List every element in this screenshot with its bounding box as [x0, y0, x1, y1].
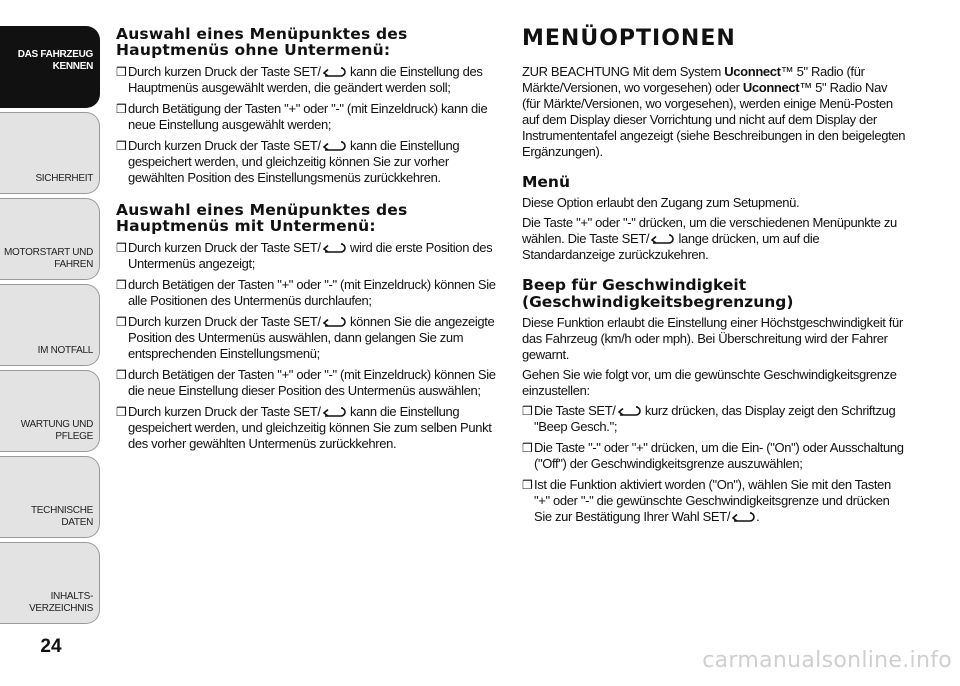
list-item — [116, 240, 500, 272]
tab-motorstart-und-fahren[interactable] — [0, 198, 100, 280]
subheading-menu: Menü — [522, 173, 571, 191]
text-run: lange drücken, um auf die Standardanzeige zurückzukehren. — [522, 231, 820, 262]
item-text: Durch kurzen Druck der Taste SET/ — [128, 404, 321, 419]
heading-line: Auswahl eines Menüpunktes des — [116, 25, 408, 43]
section-heading — [116, 26, 500, 58]
tab-label: MOTORSTART UND FAHREN — [4, 247, 93, 270]
text-run: ZUR BEACHTUNG Mit dem System — [522, 64, 725, 79]
checkbox-bullet-icon: ❒ — [116, 139, 127, 153]
paragraph: Diese Option erlaubt den Zugang zum Setupmenü. — [522, 195, 800, 210]
text-run: Die Taste "+" oder "-" drücken, um die verschiedenen Menüpunkte zu wählen. Die Taste SET/ — [522, 215, 897, 246]
tab-sicherheit[interactable] — [0, 112, 100, 194]
right-column — [522, 26, 906, 530]
list-item — [116, 404, 500, 452]
watermark: carmanualsonline.info — [702, 648, 952, 673]
left-column — [116, 26, 500, 457]
item-text: . — [756, 509, 760, 524]
tab-label: SICHERHEIT — [35, 173, 93, 184]
item-text: Ist die Funktion aktiviert worden ("On"), wählen Sie mit den Tasten "+" oder "-" die gewünschte Geschwindigkeitsgrenze und drücken Sie zur Bestätigung Ihrer Wahl SET/ — [534, 477, 891, 524]
section-heading — [116, 202, 500, 234]
tab-label: DAS FAHRZEUG KENNEN — [17, 49, 93, 72]
checkbox-bullet-icon: ❒ — [116, 102, 127, 116]
checkbox-bullet-icon: ❒ — [116, 65, 127, 79]
chapter-sidebar — [0, 26, 100, 628]
return-arrow-icon — [321, 317, 347, 327]
return-arrow-icon — [730, 512, 756, 522]
list-item — [116, 367, 500, 399]
checkbox-bullet-icon: ❒ — [116, 405, 127, 419]
tab-technische-daten[interactable] — [0, 456, 100, 538]
list-item — [116, 101, 500, 133]
tab-label: IM NOTFALL — [37, 345, 93, 356]
tab-label: INHALTS- VERZEICHNIS — [29, 591, 93, 614]
heading-line: Beep für Geschwindigkeit — [522, 276, 747, 294]
tab-inhaltsverzeichnis[interactable] — [0, 542, 100, 624]
tab-im-notfall[interactable] — [0, 284, 100, 366]
return-arrow-icon — [616, 406, 642, 416]
intro-paragraph — [522, 64, 906, 160]
checkbox-bullet-icon: ❒ — [116, 368, 127, 382]
tab-das-fahrzeug-kennen[interactable] — [0, 26, 100, 108]
heading-line: Auswahl eines Menüpunktes des — [116, 201, 408, 219]
paragraph: Diese Funktion erlaubt die Einstellung einer Höchstgeschwindigkeit für das Fahrzeug (km/h oder mph). Bei Überschreitung wird der Fahrer gewarnt. — [522, 315, 903, 362]
text-run: ™ 5" Radio (für Märkte/Versionen, wo vorgesehen) oder — [522, 64, 865, 95]
text-run: ™ 5" Radio Nav (für Märkte/Versionen, wo vorgesehen), werden einige Menü-Posten auf dem Display dieser Vorrichtung und nicht auf dem Display der Instrumententafel angezeigt (siehe Beschreibungen in den beigelegten Ergänzungen). — [522, 80, 906, 159]
brand-name: Uconnect — [724, 64, 781, 79]
return-arrow-icon — [649, 234, 675, 244]
item-text: kann die Einstellung des Hauptmenüs ausgewählt werden, die geändert werden soll; — [128, 64, 483, 95]
checkbox-bullet-icon: ❒ — [522, 441, 533, 455]
instruction-list — [116, 240, 500, 452]
checkbox-bullet-icon: ❒ — [522, 404, 533, 418]
checkbox-bullet-icon: ❒ — [116, 278, 127, 292]
list-item — [116, 138, 500, 186]
list-item — [522, 477, 906, 525]
checkbox-bullet-icon: ❒ — [116, 315, 127, 329]
tab-label: TECHNISCHE DATEN — [30, 505, 93, 528]
return-arrow-icon — [321, 141, 347, 151]
paragraph — [522, 215, 906, 263]
item-text: durch Betätigen der Tasten "+" oder "-" (mit Einzeldruck) können Sie alle Positionen des Untermenüs durchlaufen; — [128, 277, 496, 308]
item-text: durch Betätigen der Tasten "+" oder "-" (mit Einzeldruck) können Sie die neue Einstellung dieser Position des Untermenüs auswählen; — [128, 367, 496, 398]
item-text: Durch kurzen Druck der Taste SET/ — [128, 314, 321, 329]
item-text: Die Taste SET/ — [534, 403, 616, 418]
tab-wartung-und-pflege[interactable] — [0, 370, 100, 452]
return-arrow-icon — [321, 407, 347, 417]
subheading-beep — [522, 277, 906, 311]
item-text: wird die erste Position des Untermenüs angezeigt; — [128, 240, 493, 271]
checkbox-bullet-icon: ❒ — [522, 478, 533, 492]
heading-line: (Geschwindigkeitsbegrenzung) — [522, 293, 794, 311]
item-text: durch Betätigung der Tasten "+" oder "-" (mit Einzeldruck) kann die neue Einstellung ausgewählt werden; — [128, 101, 488, 132]
item-text: Durch kurzen Druck der Taste SET/ — [128, 240, 321, 255]
instruction-list — [522, 403, 906, 525]
brand-name: Uconnect — [742, 80, 800, 95]
item-text: kann die Einstellung gespeichert werden, und gleichzeitig können Sie zur vorher gewählten Position des Einstellungsmenüs zurückkehren. — [128, 138, 460, 185]
paragraph: Gehen Sie wie folgt vor, um die gewünschte Geschwindigkeitsgrenze einzustellen: — [522, 367, 897, 398]
tab-label: WARTUNG UND PFLEGE — [20, 419, 93, 442]
return-arrow-icon — [321, 67, 347, 77]
list-item — [116, 277, 500, 309]
return-arrow-icon — [321, 243, 347, 253]
list-item — [522, 440, 906, 472]
instruction-list — [116, 64, 500, 186]
heading-line: Hauptmenüs ohne Untermenü: — [116, 41, 391, 59]
checkbox-bullet-icon: ❒ — [116, 241, 127, 255]
item-text: Die Taste "-" oder "+" drücken, um die Ein- ("On") oder Ausschaltung ("Off") der Geschwindigkeitsgrenze auszuwählen; — [534, 440, 904, 471]
list-item — [116, 314, 500, 362]
item-text: können Sie die angezeigte Position des Untermenüs auswählen, dann gelangen Sie zum entsprechenden Einstellungsmenü; — [128, 314, 495, 361]
item-text: Durch kurzen Druck der Taste SET/ — [128, 64, 321, 79]
list-item — [116, 64, 500, 96]
item-text: kann die Einstellung gespeichert werden, und gleichzeitig können Sie zum selben Punkt des vorher gewählten Untermenüs zurückkehren. — [128, 404, 492, 451]
item-text: Durch kurzen Druck der Taste SET/ — [128, 138, 321, 153]
page-number: 24 — [40, 636, 62, 657]
item-text: kurz drücken, das Display zeigt den Schriftzug "Beep Gesch."; — [534, 403, 896, 434]
heading-line: Hauptmenüs mit Untermenü: — [116, 217, 376, 235]
page-title: MENÜOPTIONEN — [522, 26, 736, 51]
list-item — [522, 403, 906, 435]
